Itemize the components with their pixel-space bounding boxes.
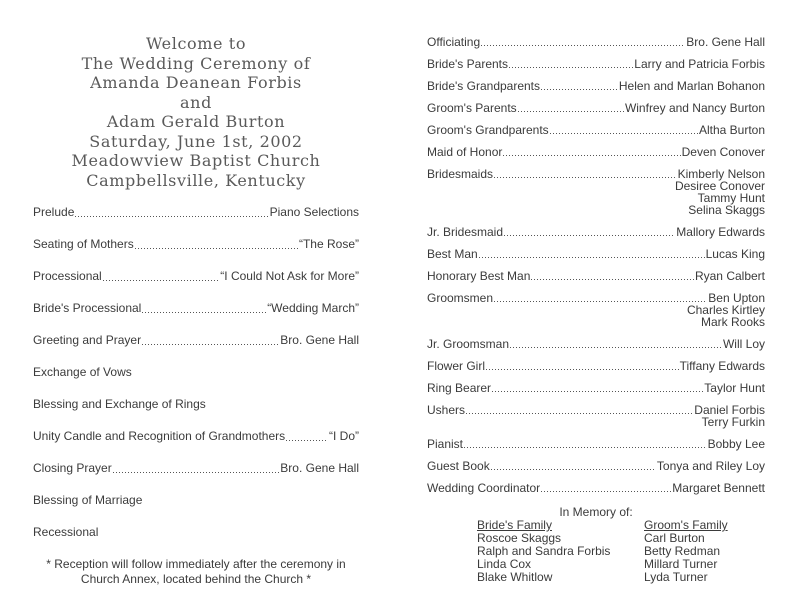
memorial-title: In Memory of: [559, 505, 633, 519]
memorial-columns [427, 519, 765, 584]
program-item [33, 333, 359, 347]
header-line: The Wedding Ceremony of [81, 53, 311, 73]
party-item-value: Ryan Calbert [694, 269, 765, 283]
party-item-value: Margaret Bennett [672, 481, 765, 495]
program-item-value: “I Do” [329, 429, 359, 443]
program-item-label: Processional [33, 269, 102, 283]
party-item [427, 248, 765, 260]
dotted-leader [504, 235, 675, 236]
party-item-row [427, 338, 765, 350]
program-item-label: Unity Candle and Recognition of Grandmothers [33, 429, 286, 443]
party-item-label: Bride's Parents [427, 57, 508, 71]
dotted-leader [494, 301, 707, 302]
party-item-label: Pianist [427, 437, 464, 451]
party-item-row [427, 482, 765, 494]
memorial-name: Roscoe Skaggs [477, 531, 562, 545]
program-item-label: Closing Prayer [33, 461, 112, 475]
party-item-row [427, 58, 765, 70]
ceremony-program-list [33, 205, 359, 539]
memorial-name: Betty Redman [644, 544, 721, 558]
program-item [33, 461, 359, 475]
dotted-leader [135, 248, 298, 249]
program-item-label: Seating of Mothers [33, 237, 134, 251]
header-line: and [180, 92, 212, 112]
party-item-value: Deven Conover [681, 145, 765, 159]
memorial-column [477, 519, 644, 584]
dotted-leader [518, 111, 624, 112]
memorial-name: Carl Burton [644, 531, 705, 545]
program-item-value: “Wedding March” [267, 301, 359, 315]
dotted-leader [481, 45, 685, 46]
party-item [427, 102, 765, 114]
party-item-label: Flower Girl [427, 359, 486, 373]
party-item-row [427, 382, 765, 394]
program-item-label: Greeting and Prayer [33, 333, 142, 347]
dotted-leader [464, 447, 707, 448]
party-item-value: Tiffany Edwards [679, 359, 765, 373]
party-item-label: Bride's Grandparents [427, 79, 541, 93]
dotted-leader [142, 312, 266, 313]
party-item-value: Altha Burton [698, 123, 765, 137]
party-extra-name: Selina Skaggs [688, 203, 765, 217]
dotted-leader [541, 491, 671, 492]
program-item [33, 237, 359, 251]
memorial-section [427, 506, 765, 584]
party-item-row [427, 438, 765, 450]
memorial-name: Blake Whitlow [477, 570, 553, 584]
party-item-value: Mallory Edwards [676, 225, 765, 239]
header-line: Meadowview Baptist Church [71, 151, 321, 170]
dotted-leader [492, 391, 703, 392]
party-item [427, 226, 765, 238]
program-item-label: Blessing of Marriage [33, 493, 143, 507]
program-item [33, 365, 359, 379]
party-item-row [427, 146, 765, 158]
program-item [33, 493, 359, 507]
memorial-column-heading: Groom's Family [644, 518, 728, 532]
party-item [427, 124, 765, 136]
party-item-label: Bridesmaids [427, 167, 494, 181]
memorial-name: Lyda Turner [644, 570, 708, 584]
ceremony-program [33, 205, 359, 587]
party-item-row [427, 102, 765, 114]
program-item-label: Bride's Processional [33, 301, 142, 315]
party-item-value: Daniel Forbis [694, 403, 765, 417]
program-item-label: Blessing and Exchange of Rings [33, 397, 206, 411]
party-item-label: Groom's Parents [427, 101, 517, 115]
program-item [33, 397, 359, 411]
party-item [427, 404, 765, 428]
memorial-name: Ralph and Sandra Forbis [477, 544, 611, 558]
party-extra-name: Desiree Conover [674, 179, 765, 193]
party-item [427, 36, 765, 48]
dotted-leader [531, 279, 694, 280]
memorial-name: Millard Turner [644, 557, 718, 571]
header-line: Saturday, June 1st, 2002 [89, 131, 303, 151]
dotted-leader [479, 257, 705, 258]
dotted-leader [466, 413, 693, 414]
dotted-leader [75, 216, 268, 217]
memorial-name: Linda Cox [477, 557, 532, 571]
party-item [427, 460, 765, 472]
party-item-label: Groom's Grandparents [427, 123, 549, 137]
dotted-leader [541, 89, 618, 90]
program-item-value: “I Could Not Ask for More” [220, 269, 359, 283]
party-item-label: Guest Book [427, 459, 490, 473]
party-item [427, 270, 765, 282]
memorial-name-list [477, 532, 644, 584]
party-item [427, 146, 765, 158]
reception-note: * Reception will follow immediately after the ceremony in Church Annex, located behind the Church * [46, 557, 346, 586]
program-item-label: Exchange of Vows [33, 365, 132, 379]
party-extra-name: Tammy Hunt [697, 191, 765, 205]
ceremony-header [33, 34, 359, 190]
party-item [427, 58, 765, 70]
party-item-label: Honorary Best Man [427, 269, 531, 283]
header-line: Campbellsville, Kentucky [86, 170, 306, 190]
party-item-label: Wedding Coordinator [427, 481, 541, 495]
memorial-column [644, 519, 765, 584]
party-item [427, 168, 765, 216]
program-item-value: Bro. Gene Hall [280, 461, 359, 475]
program-item-label: Recessional [33, 525, 99, 539]
program-item-value: “The Rose” [298, 237, 359, 251]
party-item-value: Tonya and Riley Loy [656, 459, 765, 473]
party-item-value: Ben Upton [708, 291, 765, 305]
party-item [427, 338, 765, 350]
memorial-column-heading: Bride's Family [477, 518, 552, 532]
party-item-extra-names [427, 416, 765, 428]
party-extra-name: Charles Kirtley [686, 303, 765, 317]
party-item-label: Ushers [427, 403, 466, 417]
header-line: Amanda Deanean Forbis [90, 73, 302, 92]
dotted-leader [113, 472, 280, 473]
party-item-label: Groomsmen [427, 291, 494, 305]
party-item-row [427, 248, 765, 260]
party-item-label: Ring Bearer [427, 381, 492, 395]
party-item [427, 80, 765, 92]
dotted-leader [286, 440, 328, 441]
wedding-party-list [427, 36, 765, 504]
party-item-value: Taylor Hunt [704, 381, 765, 395]
party-item-extra-names [427, 304, 765, 328]
dotted-leader [510, 347, 722, 348]
party-item [427, 292, 765, 328]
dotted-leader [503, 155, 680, 156]
party-item-label: Officiating [427, 35, 481, 49]
party-item-row [427, 226, 765, 238]
party-item-label: Jr. Groomsman [427, 337, 510, 351]
party-item-row [427, 460, 765, 472]
party-item-value: Winfrey and Nancy Burton [624, 101, 765, 115]
party-item-label: Jr. Bridesmaid [427, 225, 504, 239]
party-item-value: Bro. Gene Hall [686, 35, 765, 49]
dotted-leader [486, 369, 679, 370]
party-item-row [427, 36, 765, 48]
party-extra-name: Mark Rooks [700, 315, 765, 329]
party-item-value: Will Loy [722, 337, 765, 351]
party-item [427, 482, 765, 494]
dotted-leader [142, 344, 279, 345]
program-item-label: Prelude [33, 205, 75, 219]
party-item-value: Lucas King [705, 247, 765, 261]
party-item-row [427, 270, 765, 282]
party-item-extra-names [427, 180, 765, 216]
party-item-label: Maid of Honor [427, 145, 503, 159]
dotted-leader [509, 67, 633, 68]
program-item [33, 205, 359, 219]
program-item-value: Bro. Gene Hall [280, 333, 359, 347]
header-line: Welcome to [145, 34, 247, 53]
dotted-leader [103, 280, 220, 281]
dotted-leader [494, 177, 677, 178]
party-item [427, 382, 765, 394]
party-item [427, 360, 765, 372]
party-item-row [427, 360, 765, 372]
party-extra-name: Terry Furkin [701, 415, 765, 429]
header-line: Adam Gerald Burton [106, 112, 286, 131]
memorial-name-list [644, 532, 765, 584]
party-item-value: Kimberly Nelson [677, 167, 765, 181]
party-item [427, 438, 765, 450]
program-item [33, 525, 359, 539]
dotted-leader [491, 469, 656, 470]
program-item [33, 269, 359, 283]
party-item-row [427, 80, 765, 92]
party-item-value: Bobby Lee [707, 437, 765, 451]
party-item-row [427, 124, 765, 136]
party-item-label: Best Man [427, 247, 478, 261]
party-item-value: Larry and Patricia Forbis [634, 57, 765, 71]
dotted-leader [550, 133, 698, 134]
program-item-value: Piano Selections [269, 205, 359, 219]
program-item [33, 429, 359, 443]
party-item-value: Helen and Marlan Bohanon [618, 79, 765, 93]
program-item [33, 301, 359, 315]
